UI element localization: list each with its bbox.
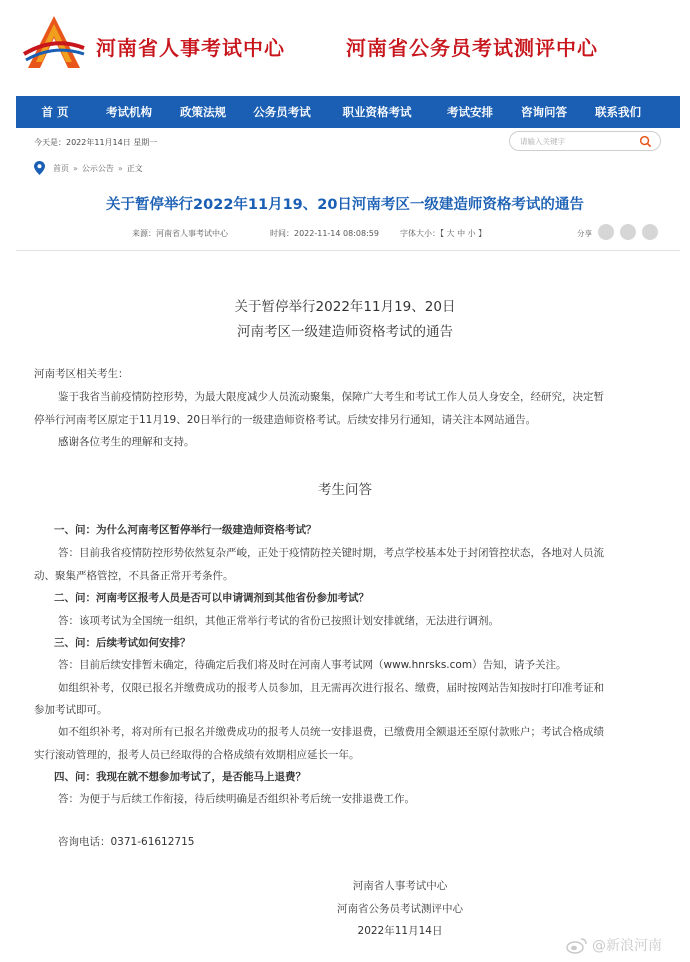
contact-phone: 咨询电话：0371-61612715 [58,836,195,848]
signature-date: 2022年11月14日 [357,925,443,937]
share-more-icon[interactable] [642,224,658,240]
article-meta [16,224,680,242]
main-nav [16,96,680,128]
search-box [509,131,661,151]
paragraph: 停举行河南考区原定于11月19、20日举行的一级建造师资格考试。后续安排另行通知，请关注本网站通告。 [34,414,537,426]
answer: 参加考试即可。 [34,704,108,716]
current-date: 今天是：2022年11月14日 星期一 [34,138,158,147]
breadcrumb-current: 正文 [126,163,143,173]
article-source: 来源：河南省人事考试中心 [132,229,228,238]
answer: 答：为便于与后续工作衔接，待后续明确是否组织补考后统一安排退费工作。 [58,793,415,805]
answer: 答：该项考试为全国统一组织，其他正常举行考试的省份已按照计划安排就绪，无法进行调剂。 [58,615,499,627]
site-header [0,0,690,90]
paragraph: 鉴于我省当前疫情防控形势，为最大限度减少人员流动聚集，保障广大考生和考试工作人员人身安全，经研究，决定暂 [58,391,604,403]
logo-icon [22,14,86,70]
greeting: 河南考区相关考生： [34,368,129,380]
nav-item-institutions[interactable]: 考试机构 [106,105,152,119]
answer: 如不组织补考，将对所有已报名并缴费成功的报考人员统一安排退费，已缴费用全额退还至原付款账户；考试合格成绩 [58,726,604,738]
answer: 答：目前我省疫情防控形势依然复杂严峻，正处于疫情防控关键时期，考点学校基本处于封闭管控状态，各地对人员流 [58,547,604,559]
question: 二、问：河南考区报考人员是否可以申请调剂到其他省份参加考试？ [54,592,369,604]
document-heading: 关于暂停举行2022年11月19、20日 [234,299,456,315]
nav-item-civil-service[interactable]: 公务员考试 [253,105,311,119]
breadcrumb-separator: » [117,163,123,173]
nav-item-qualification[interactable]: 职业资格考试 [342,105,412,119]
answer: 答：目前后续安排暂未确定，待确定后我们将及时在河南人事考试网（www.hnrsks.com）告知，请予关注。 [58,659,567,671]
nav-item-contact[interactable]: 联系我们 [595,105,641,119]
nav-item-home[interactable]: 首 页 [41,105,69,119]
nav-item-faq[interactable]: 咨询问答 [521,105,567,119]
share-weibo-icon[interactable] [598,224,614,240]
breadcrumb-separator: » [73,163,78,173]
paragraph: 感谢各位考生的理解和支持。 [58,436,195,448]
divider [16,250,680,251]
breadcrumb [34,159,145,177]
share-wechat-icon[interactable] [620,224,636,240]
watermark [566,934,662,956]
answer: 实行滚动管理的，报考人员已经取得的合格成绩有效期相应延长一年。 [34,749,360,761]
share-label: 分享 [577,229,592,238]
breadcrumb-home[interactable]: 首页 [53,163,69,173]
question: 四、问：我现在就不想参加考试了，是否能马上退费？ [54,771,306,783]
site-title: 河南省人事考试中心 [96,36,285,60]
watermark-text: @新浪河南 [592,938,662,954]
answer: 如组织补考，仅限已报名并缴费成功的报考人员参加，且无需再次进行报名、缴费，届时按网站告知按时打印准考证和 [58,682,604,694]
nav-item-policies[interactable]: 政策法规 [180,105,226,119]
answer: 动、聚集严格管控，不具备正常开考条件。 [34,570,234,582]
document-heading-line2: 河南考区一级建造师资格考试的通告 [237,324,453,340]
article-time: 时间：2022-11-14 08:08:59 [270,229,379,238]
question: 三、问：后续考试如何安排？ [54,637,191,649]
question: 一、问：为什么河南考区暂停举行一级建造师资格考试？ [54,524,317,536]
nav-item-schedule[interactable]: 考试安排 [447,105,493,119]
search-icon[interactable] [639,135,652,148]
weibo-logo-icon [566,937,588,954]
location-pin-icon [34,161,45,175]
qa-heading: 考生问答 [318,482,372,498]
font-size-switcher[interactable]: 字体大小：【 大 中 小 】 [400,229,487,238]
article-title: 关于暂停举行2022年11月19、20日河南考区一级建造师资格考试的通告 [106,197,584,213]
breadcrumb-announcements[interactable]: 公示公告 [81,163,114,173]
search-input[interactable] [520,135,630,148]
signature-org-2: 河南省公务员考试测评中心 [337,903,463,915]
signature-org: 河南省人事考试中心 [352,880,448,892]
site-title-secondary: 河南省公务员考试测评中心 [346,36,598,60]
